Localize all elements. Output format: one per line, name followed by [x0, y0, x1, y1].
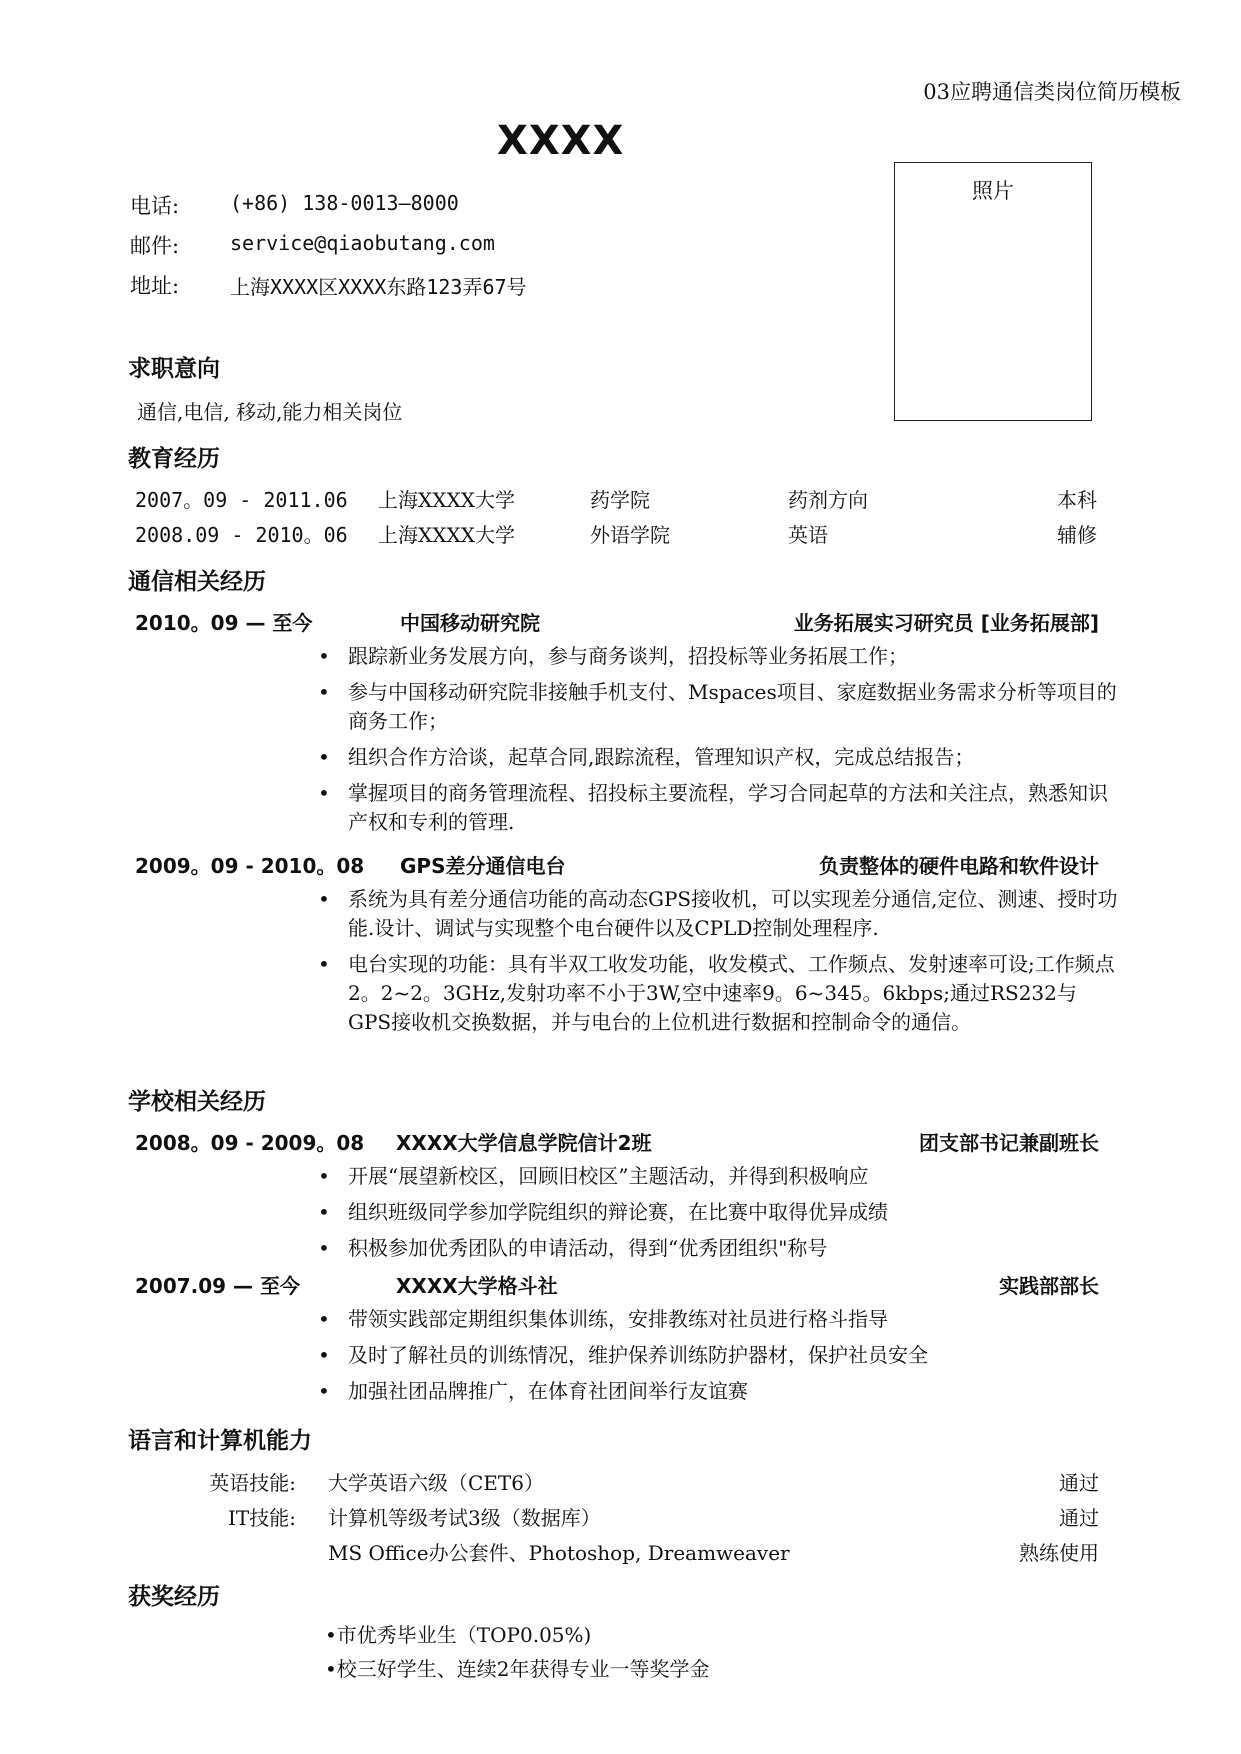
school-entry-2-org: XXXX大学格斗社	[396, 1274, 558, 1298]
school-entry-2-period: 2007.09 — 至今	[135, 1274, 301, 1298]
phone-value: (+86) 138-0013—8000	[230, 191, 459, 215]
edu-row-1-college: 药学院	[590, 488, 650, 512]
skill-row-3-level: 熟练使用	[1019, 1541, 1099, 1565]
list-item: • 及时了解社员的训练情况，维护保养训练防护器材，保护社员安全	[318, 1341, 1118, 1370]
skills-title: 语言和计算机能力	[128, 1428, 312, 1454]
skill-row-2-item: 计算机等级考试3级（数据库）	[328, 1506, 601, 1530]
list-item: • 开展“展望新校区，回顾旧校区”主题活动，并得到积极响应	[318, 1162, 1118, 1191]
photo-placeholder	[894, 162, 1092, 421]
candidate-name: XXXX	[497, 118, 625, 164]
edu-row-1-period: 2007。09 - 2011.06	[135, 488, 348, 512]
skill-row-3-item: MS Office办公套件、Photoshop, Dreamweaver	[328, 1541, 790, 1565]
list-item: • 带领实践部定期组织集体训练，安排教练对社员进行格斗指导	[318, 1305, 1118, 1334]
telecom-entry-2-role: 负责整体的硬件电路和软件设计	[819, 854, 1099, 878]
list-item: • 参与中国移动研究院非接触手机支付、Mspaces项目、家庭数据业务需求分析等项目的商务工作；	[318, 678, 1118, 736]
telecom-title: 通信相关经历	[128, 569, 266, 595]
email-value: service@qiaobutang.com	[230, 231, 495, 255]
list-item: •市优秀毕业生（TOP0.05%)	[325, 1623, 592, 1647]
telecom-entry-2-org: GPS差分通信电台	[400, 854, 566, 878]
awards-title: 获奖经历	[128, 1584, 220, 1610]
list-item: • 组织班级同学参加学院组织的辩论赛，在比赛中取得优异成绩	[318, 1198, 1118, 1227]
telecom-entry-1-org: 中国移动研究院	[400, 611, 540, 635]
address-label: 地址:	[130, 274, 180, 298]
list-item: • 组织合作方洽谈，起草合同,跟踪流程，管理知识产权，完成总结报告；	[318, 743, 1118, 772]
edu-row-2-school: 上海XXXX大学	[378, 523, 515, 547]
school-entry-1-org: XXXX大学信息学院信计2班	[396, 1131, 652, 1155]
telecom-entry-1-bullets	[318, 642, 1118, 844]
skill-row-2-label: IT技能:	[228, 1506, 296, 1530]
telecom-entry-2-period: 2009。09 - 2010。08	[135, 854, 365, 878]
telecom-entry-1-period: 2010。09 — 至今	[135, 611, 313, 635]
photo-label: 照片	[972, 179, 1014, 203]
telecom-entry-2-bullets	[318, 885, 1118, 1044]
school-entry-1-period: 2008。09 - 2009。08	[135, 1131, 365, 1155]
school-entry-1-role: 团支部书记兼副班长	[919, 1131, 1099, 1155]
list-item: • 系统为具有差分通信功能的高动态GPS接收机，可以实现差分通信,定位、测速、授时功能.设计、调试与实现整个电台硬件以及CPLD控制处理程序.	[318, 885, 1118, 943]
list-item: • 电台实现的功能：具有半双工收发功能，收发模式、工作频点、发射速率可设;工作频点2。2~2。3GHz,发射功率不小于3W,空中速率9。6~345。6kbps;通过RS232与GPS接收机交换数据，并与电台的上位机进行数据和控制命令的通信。	[318, 950, 1118, 1037]
objective-text: 通信,电信, 移动,能力相关岗位	[137, 400, 403, 424]
school-entry-2-bullets	[318, 1305, 1118, 1413]
school-entry-2-role: 实践部部长	[999, 1274, 1099, 1298]
edu-row-1-school: 上海XXXX大学	[378, 488, 515, 512]
school-entry-1-bullets	[318, 1162, 1118, 1270]
telecom-entry-1-role: 业务拓展实习研究员 [业务拓展部]	[793, 611, 1099, 635]
list-item: • 积极参加优秀团队的申请活动，得到“优秀团组织"称号	[318, 1234, 1118, 1263]
document-header-note: 03应聘通信类岗位简历模板	[923, 80, 1181, 104]
school-title: 学校相关经历	[128, 1089, 266, 1115]
education-title: 教育经历	[128, 446, 220, 472]
edu-row-2-degree: 辅修	[1057, 523, 1097, 547]
edu-row-1-major: 药剂方向	[788, 488, 868, 512]
skill-row-1-label: 英语技能:	[209, 1471, 296, 1495]
email-label: 邮件:	[130, 234, 180, 258]
edu-row-2-college: 外语学院	[590, 523, 670, 547]
edu-row-1-degree: 本科	[1057, 488, 1097, 512]
skill-row-1-level: 通过	[1059, 1471, 1099, 1495]
list-item: • 跟踪新业务发展方向，参与商务谈判，招投标等业务拓展工作；	[318, 642, 1118, 671]
list-item: •校三好学生、连续2年获得专业一等奖学金	[325, 1657, 710, 1681]
edu-row-2-major: 英语	[788, 523, 828, 547]
address-value: 上海XXXX区XXXX东路123弄67号	[230, 275, 527, 299]
list-item: • 加强社团品牌推广，在体育社团间举行友谊赛	[318, 1377, 1118, 1406]
objective-title: 求职意向	[128, 356, 220, 382]
skill-row-1-item: 大学英语六级（CET6）	[328, 1471, 544, 1495]
list-item: • 掌握项目的商务管理流程、招投标主要流程，学习合同起草的方法和关注点，熟悉知识产权和专利的管理.	[318, 779, 1118, 837]
awards-list	[325, 1618, 710, 1686]
edu-row-2-period: 2008.09 - 2010。06	[135, 523, 348, 547]
phone-label: 电话:	[130, 194, 180, 218]
skill-row-2-level: 通过	[1059, 1506, 1099, 1530]
